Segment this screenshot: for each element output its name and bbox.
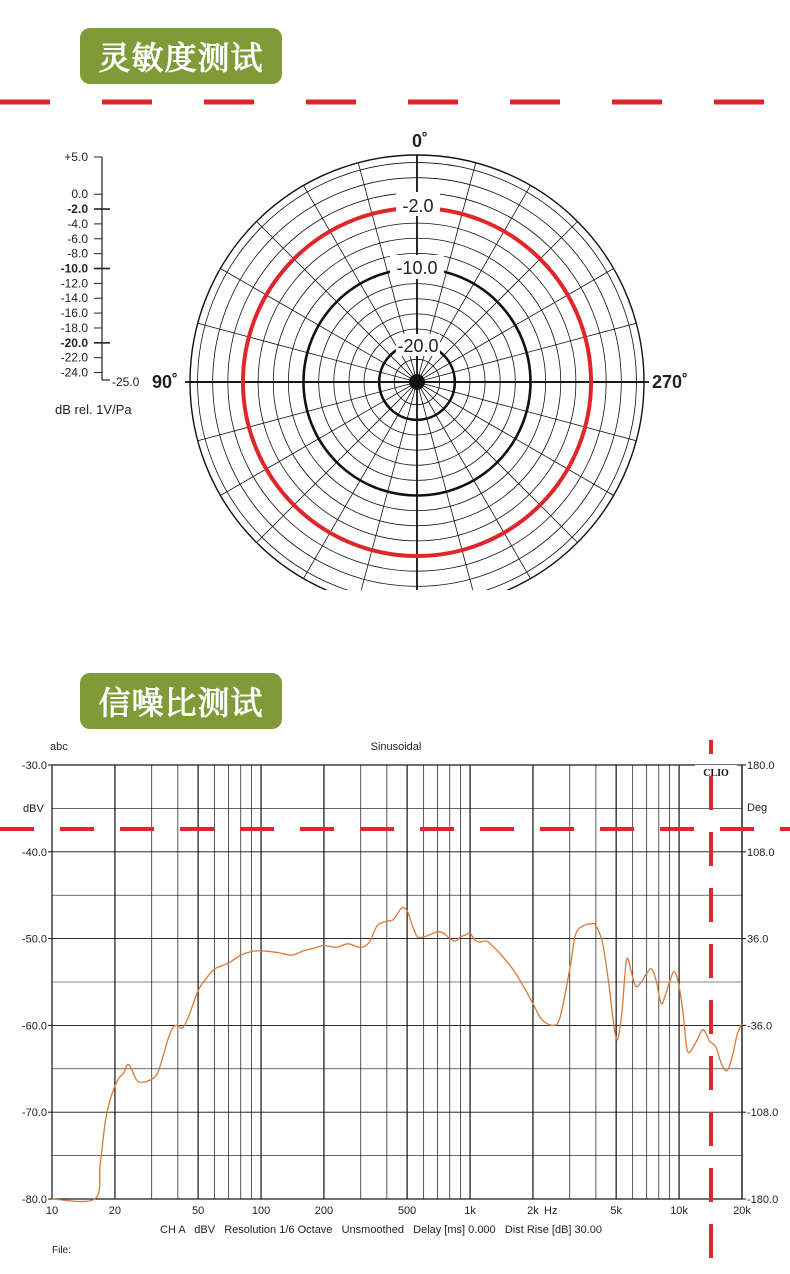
y-tick-labels bbox=[22, 760, 52, 1206]
response-curve bbox=[52, 908, 742, 1202]
y-tick-label: -30.0 bbox=[21, 760, 47, 772]
scale-tick-label: 0.0 bbox=[71, 187, 88, 202]
clio-brand: CLIO bbox=[703, 768, 729, 779]
ring-label-20: -20.0 bbox=[397, 336, 439, 356]
polar-spoke bbox=[358, 382, 417, 590]
y-tick-label: -50.0 bbox=[21, 933, 47, 946]
scale-tick-label: -18.0 bbox=[60, 320, 88, 335]
x-tick-label: 50 bbox=[191, 1205, 205, 1217]
polar-spoke bbox=[220, 269, 417, 383]
sensitivity-title-badge: 灵敏度测试 bbox=[80, 28, 282, 84]
polar-spoke bbox=[417, 382, 531, 579]
y2-tick-label: 180.0 bbox=[747, 760, 775, 772]
file-label: File: bbox=[52, 1245, 71, 1256]
polar-spoke bbox=[220, 382, 417, 496]
polar-spoke bbox=[417, 382, 578, 543]
x-unit-label: Hz bbox=[544, 1205, 558, 1217]
y2-tick-label: -108.0 bbox=[747, 1107, 779, 1120]
x-tick-label: 200 bbox=[314, 1205, 334, 1217]
x-tick-label: 500 bbox=[397, 1205, 417, 1217]
scale-unit-label: dB rel. 1V/Pa bbox=[55, 402, 132, 417]
y-unit-label: dBV bbox=[23, 803, 44, 815]
polar-spoke bbox=[417, 382, 636, 441]
x-tick-label: 10k bbox=[670, 1205, 688, 1217]
ring-label-2: -2.0 bbox=[402, 196, 434, 216]
scale-tick-label: -24.0 bbox=[60, 365, 88, 380]
x-tick-label: 100 bbox=[251, 1205, 271, 1217]
angle-label-0: 0˚ bbox=[411, 131, 429, 151]
y2-tick-label: -180.0 bbox=[747, 1194, 779, 1206]
angle-label-270: 270˚ bbox=[652, 372, 689, 392]
db-scale bbox=[55, 150, 140, 417]
polar-pattern-chart bbox=[0, 120, 790, 590]
footer-settings: CH A dBV Resolution 1/6 Octave Unsmoothed Delay [ms] 0.000 Dist Rise [dB] 30.00 bbox=[160, 1224, 603, 1236]
x-tick-label: 5k bbox=[610, 1205, 622, 1217]
y2-tick-label: 108.0 bbox=[747, 846, 775, 859]
polar-spoke bbox=[198, 382, 417, 441]
polar-spoke bbox=[417, 221, 578, 382]
angle-label-90: 90˚ bbox=[152, 372, 179, 392]
polar-spoke bbox=[417, 382, 476, 590]
scale-tick-label: -4.0 bbox=[67, 216, 88, 231]
scale-tick-label: -12.0 bbox=[60, 276, 88, 291]
y2-tick-labels bbox=[742, 760, 778, 1206]
polar-spoke bbox=[417, 323, 636, 382]
y-tick-label: -80.0 bbox=[21, 1194, 47, 1206]
frequency-response-chart bbox=[0, 740, 790, 1274]
scale-tick-label: +5.0 bbox=[64, 150, 88, 164]
scale-tick-label: -8.0 bbox=[67, 246, 88, 261]
scale-tick-label: -6.0 bbox=[67, 231, 88, 246]
x-tick-label: 1k bbox=[464, 1205, 476, 1217]
polar-spoke bbox=[304, 382, 418, 579]
chart-title: Sinusoidal bbox=[370, 741, 422, 753]
scale-tick-label: -14.0 bbox=[60, 291, 88, 306]
y-tick-label: -60.0 bbox=[21, 1020, 47, 1033]
polar-spoke bbox=[417, 382, 614, 496]
scale-tick-label: -20.0 bbox=[60, 335, 88, 350]
x-tick-label: 20k bbox=[733, 1205, 751, 1217]
y-tick-label: -40.0 bbox=[21, 846, 47, 859]
scale-tick-label: -22.0 bbox=[60, 350, 88, 365]
x-tick-label: 10 bbox=[45, 1205, 59, 1217]
plot-grid bbox=[52, 765, 742, 1199]
y2-tick-label: 36.0 bbox=[747, 933, 769, 946]
polar-spoke bbox=[198, 323, 417, 382]
scale-tick-label: -10.0 bbox=[60, 261, 88, 276]
top-dashed-separator bbox=[0, 96, 790, 108]
x-tick-label: 20 bbox=[108, 1205, 122, 1217]
x-tick-label: 2k bbox=[527, 1205, 539, 1217]
x-tick-labels bbox=[46, 1205, 751, 1217]
y2-tick-label: -36.0 bbox=[747, 1020, 773, 1033]
scale-tick-label: -2.0 bbox=[67, 202, 88, 217]
polar-spoke bbox=[256, 221, 417, 382]
polar-spoke bbox=[417, 269, 614, 383]
polar-spoke bbox=[256, 382, 417, 543]
ring-label-10: -10.0 bbox=[396, 258, 438, 278]
y-tick-label: -70.0 bbox=[21, 1107, 47, 1120]
scale-tick-label: -16.0 bbox=[60, 306, 88, 321]
y2-unit-label: Deg bbox=[747, 802, 768, 814]
polar-grid bbox=[185, 155, 649, 590]
snr-title-badge: 信噪比测试 bbox=[80, 673, 282, 729]
scale-bottom-label: -25.0 bbox=[112, 375, 140, 389]
top-left-label: abc bbox=[50, 741, 68, 753]
